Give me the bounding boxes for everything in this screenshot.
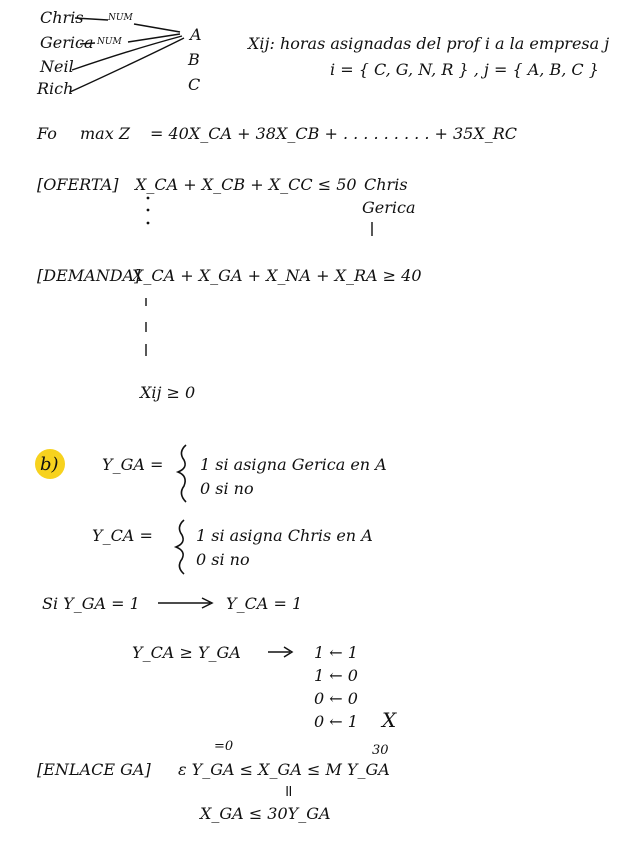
demanda-label: [DEMANDA]	[37, 266, 141, 285]
num-label-1: NUM	[108, 13, 133, 23]
equal-vertical: =	[279, 784, 299, 798]
demanda-constraint: X_CA + X_GA + X_NA + X_RA ≥ 40	[132, 266, 422, 285]
objective-rhs: = 40X_CA + 38X_CB + . . . . . . . . . + 35X_RC	[150, 124, 518, 143]
oferta-dot	[147, 197, 150, 200]
enlace-label: [ENLACE GA]	[37, 760, 151, 779]
y-ca-label: Y_CA =	[92, 526, 153, 545]
si-condition: Si Y_GA = 1	[42, 594, 140, 613]
si-result: Y_CA = 1	[226, 594, 303, 613]
objective-lhs: max Z	[80, 124, 130, 143]
part-b-highlight	[35, 449, 65, 479]
y-ca-case-2: 0 si no	[196, 550, 250, 569]
brace-y-ga	[178, 445, 186, 502]
final-constraint: X_GA ≤ 30Y_GA	[200, 804, 331, 823]
y-ga-label: Y_GA =	[102, 455, 164, 474]
epsilon-note: =0	[214, 739, 234, 754]
name-neil: Neil	[40, 57, 74, 76]
brace-y-ca	[176, 520, 184, 574]
oferta-note-gerica: Gerica	[362, 198, 416, 217]
oferta-label: [OFERTA]	[37, 175, 119, 194]
name-gerica: Gerica	[40, 33, 94, 52]
y-ga-case-2: 0 si no	[200, 479, 254, 498]
num-label-2: NUM	[97, 37, 122, 47]
company-b: B	[188, 50, 200, 69]
oferta-dot	[147, 209, 150, 212]
chris-line-b	[134, 24, 180, 32]
oferta-dot	[147, 222, 150, 225]
part-b-label: b)	[40, 454, 59, 475]
y-ca-case-1: 1 si asigna Chris en A	[196, 526, 373, 545]
truth-row-4: 0 ← 1	[314, 712, 358, 731]
company-a: A	[190, 25, 202, 44]
nonneg-constraint: Xij ≥ 0	[140, 383, 196, 402]
xij-definition: Xij: horas asignadas del prof i a la empresa j	[248, 34, 610, 53]
linking-inequality: Y_CA ≥ Y_GA	[132, 643, 241, 662]
oferta-constraint: X_CA + X_CB + X_CC ≤ 50	[135, 175, 357, 194]
company-c: C	[188, 75, 201, 94]
enlace-constraint: ε Y_GA ≤ X_GA ≤ M Y_GA	[178, 760, 390, 779]
index-sets: i = { C, G, N, R } , j = { A, B, C }	[330, 60, 599, 79]
truth-row-3: 0 ← 0	[314, 689, 358, 708]
truth-row-2: 1 ← 0	[314, 666, 358, 685]
m-note: 30	[372, 743, 389, 758]
invalid-mark: X	[382, 708, 397, 732]
truth-row-1: 1 ← 1	[314, 643, 358, 662]
y-ga-case-1: 1 si asigna Gerica en A	[200, 455, 387, 474]
fo-label: Fo	[37, 124, 57, 143]
name-rich: Rich	[37, 79, 74, 98]
name-chris: Chris	[40, 8, 84, 27]
oferta-note-chris: Chris	[364, 175, 408, 194]
